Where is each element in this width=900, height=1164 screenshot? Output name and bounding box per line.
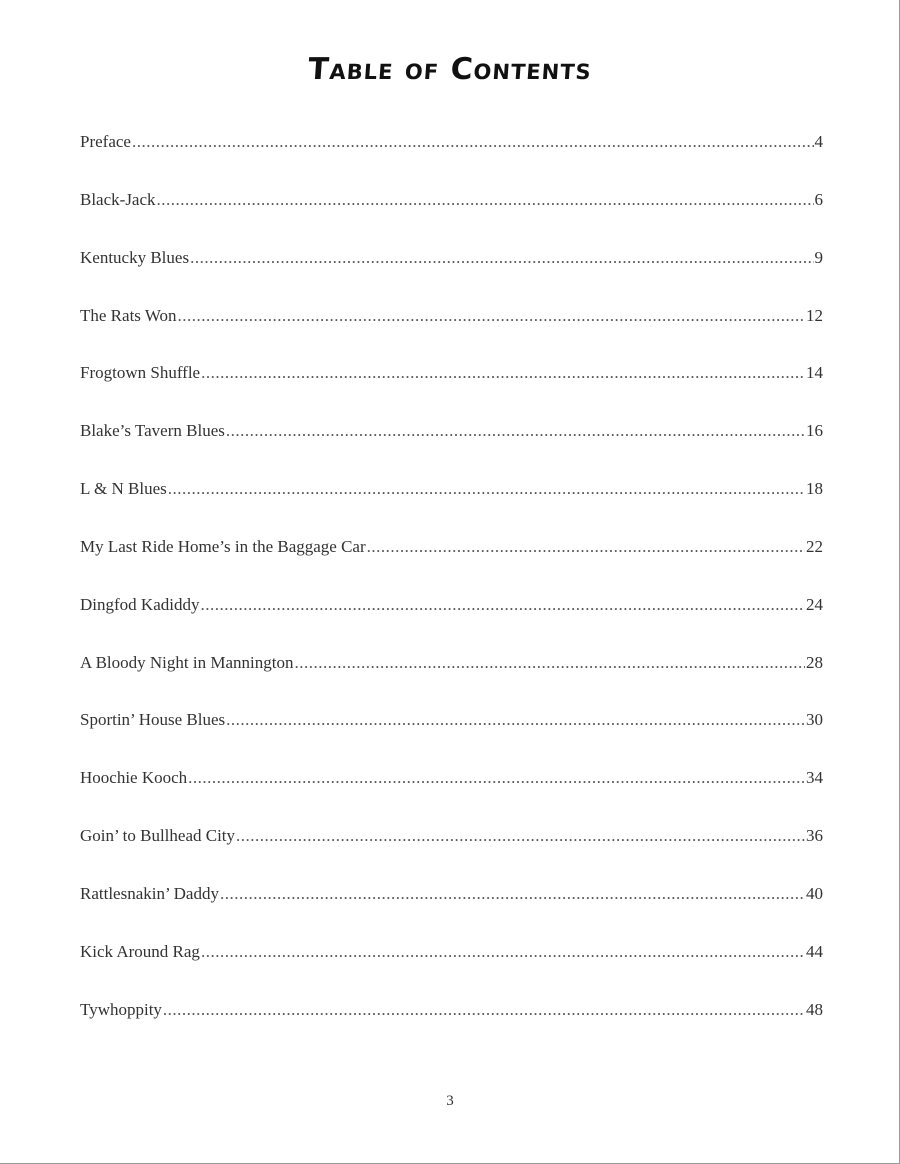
toc-entry [80,475,823,533]
toc-entry-title: Rattlesnakin’ Daddy [80,883,219,903]
toc-entry-page: 30 [806,710,823,730]
toc-entry-page: 48 [806,999,823,1019]
toc-entry-page: 28 [806,652,823,672]
toc-entry-title: Kick Around Rag [80,941,200,961]
page-number: 3 [446,1093,454,1109]
toc-entry-title: Hoochie Kooch [80,768,188,788]
toc-entry-page: 6 [814,189,823,209]
toc-entry [80,764,823,822]
toc-entry [80,186,823,244]
toc-entry [80,417,823,475]
dot-leader [220,880,805,908]
toc-entry [80,591,823,649]
toc-entry-page: 44 [806,941,823,961]
toc-entry [80,938,823,996]
toc-entry-page: 40 [806,883,823,903]
toc-entry-title: Sportin’ House Blues [80,710,226,730]
toc-entry [80,533,823,591]
toc-entry-page: 34 [806,768,823,788]
toc-entry-title: My Last Ride Home’s in the Baggage Car [80,536,366,556]
toc-entry [80,649,823,707]
toc-entry-title: The Rats Won [80,305,177,325]
toc-entry-page: 14 [806,363,823,383]
dot-leader [188,764,805,792]
dot-leader [132,128,814,156]
toc-entry-page: 36 [806,826,823,846]
toc-entry [80,128,823,186]
dot-leader [294,649,805,677]
toc-entry [80,996,823,1054]
toc-entry-page: 12 [806,305,823,325]
dot-leader [190,244,813,272]
dot-leader [236,822,805,850]
toc-entry-title: Preface [80,132,131,151]
dot-leader [201,359,805,387]
toc-entry-title: A Bloody Night in Mannington [80,652,294,672]
toc-entry [80,359,823,417]
toc-entry [80,244,823,302]
toc-entry-title: Kentucky Blues [80,247,190,267]
dot-leader [168,475,805,503]
dot-leader [226,706,805,734]
dot-leader [157,186,814,214]
toc-entry [80,302,823,360]
dot-leader [200,591,805,619]
toc-entry-page: 16 [806,421,823,441]
toc-entry-page: 9 [814,247,823,267]
toc-entry-page: 4 [814,132,823,151]
toc-entry-title: Frogtown Shuffle [80,363,201,383]
toc-entry [80,822,823,880]
toc-entry-title: Black-Jack [80,189,156,209]
table-of-contents [80,128,823,1054]
toc-entry [80,706,823,764]
toc-entry [80,880,823,938]
dot-leader [178,302,805,330]
dot-leader [201,938,805,966]
toc-entry-title: L & N Blues [80,479,167,499]
toc-entry-page: 18 [806,479,823,499]
dot-leader [163,996,805,1024]
toc-entry-title: Dingfod Kadiddy [80,594,200,614]
toc-entry-page: 24 [806,594,823,614]
toc-entry-page: 22 [806,536,823,556]
toc-entry-title: Tywhoppity [80,999,162,1019]
dot-leader [367,533,805,561]
dot-leader [226,417,805,445]
page-title: Table of Contents [306,52,594,87]
toc-entry-title: Goin’ to Bullhead City [80,826,236,846]
toc-entry-title: Blake’s Tavern Blues [80,421,225,441]
